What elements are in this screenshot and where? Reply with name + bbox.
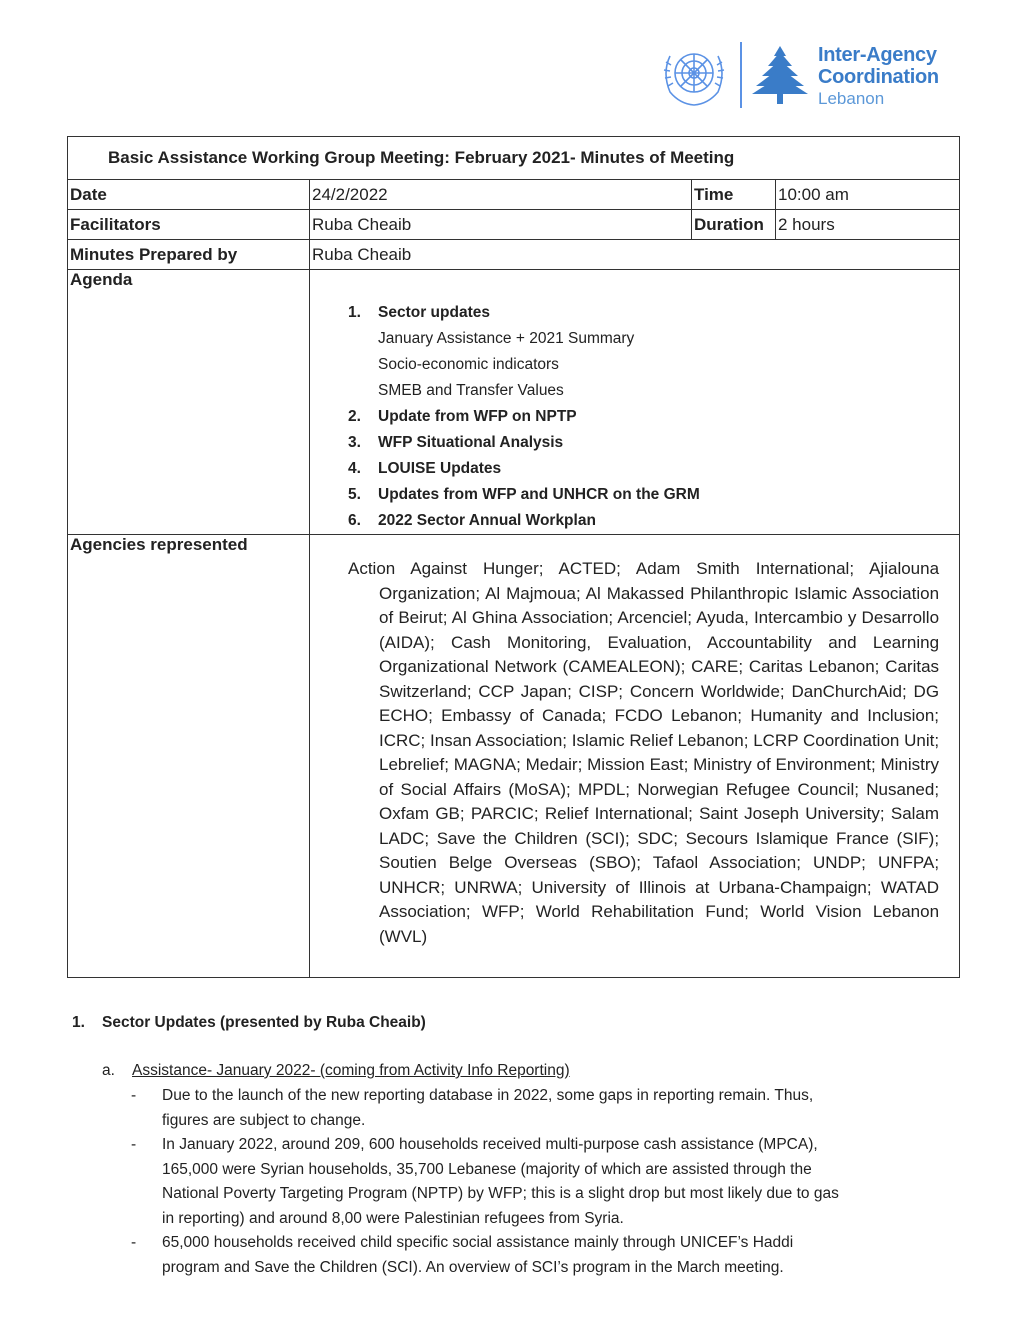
logo-line-1: Inter-Agency	[818, 44, 937, 66]
agencies-cell	[310, 535, 960, 978]
agenda-item: 2. Update from WFP on NPTP	[348, 408, 577, 425]
date-label: Date	[68, 180, 310, 210]
time-value: 10:00 am	[776, 180, 960, 210]
header-logo	[656, 40, 956, 112]
section-number: 1.	[72, 1014, 85, 1031]
time-label: Time	[692, 180, 776, 210]
facilitators-value: Ruba Cheaib	[310, 210, 692, 240]
agenda-item: 3. WFP Situational Analysis	[348, 434, 564, 451]
facilitators-label: Facilitators	[68, 210, 310, 240]
duration-label: Duration	[692, 210, 776, 240]
agenda-cell	[310, 270, 960, 535]
agenda-subitem: Socio-economic indicators	[378, 356, 559, 373]
bullet-list	[131, 1084, 851, 1280]
un-emblem-icon	[656, 42, 732, 108]
agencies-list: Action Against Hunger; ACTED; Adam Smith International; Ajialouna Organization; Al Majmoua; Al Makassed Philanthropic Islamic Association of Beirut; Al Ghina Association; Arcenciel; Ayuda, Intercambio y Desarrollo (AIDA); Cash Monitoring, Evaluation, Accountability and Learning Organizational Network (CAMEALEON); CARE; Caritas Lebanon; Caritas Switzerland; CCP Japan; CISP; Concern Worldwide; DanChurchAid; DG ECHO; Embassy of Canada; FCDO Lebanon; Humanity and Inclusion; ICRC; Insan Association; Islamic Relief Lebanon; LCRP Coordination Unit; Lebrelief; MAGNA; Medair; Mission East; Ministry of Environment; Ministry of Social Affairs (MoSA); MPDL; Norwegian Refugee Council; Nusaned; Oxfam GB; PARCIC; Relief International; Saint Joseph University; Salam LADC; Save the Children (SCI); SDC; Secours Islamique France (SIF); Soutien Belge Overseas (SBO); Tafaol Association; UNDP; UNFPA; UNHCR; UNRWA; University of Illinois at Urbana-Champaign; WATAD Association; WFP; World Rehabilitation Fund; World Vision Lebanon (WVL)	[348, 559, 940, 946]
prepared-value: Ruba Cheaib	[310, 240, 960, 270]
cedar-tree-icon	[750, 44, 810, 106]
table-row-agenda	[68, 270, 960, 535]
subsection-number: a.	[102, 1062, 115, 1079]
agenda-item: 6. 2022 Sector Annual Workplan	[348, 512, 596, 529]
table-row-prepared	[68, 240, 960, 270]
agenda-label: Agenda	[68, 270, 310, 535]
agenda-item: 4. LOUISE Updates	[348, 460, 502, 477]
subsection-heading	[102, 1062, 570, 1080]
agenda-item: 1. Sector updates	[348, 304, 490, 321]
table-row-agencies	[68, 535, 960, 978]
meeting-info-table	[67, 136, 960, 978]
list-item: - Due to the launch of the new reporting database in 2022, some gaps in reporting remain. Thus, figures are subject to change.	[131, 1087, 814, 1129]
subsection-title: Assistance- January 2022- (coming from Activity Info Reporting)	[132, 1062, 570, 1079]
agenda-list	[312, 300, 957, 534]
logo-wordmark	[818, 44, 939, 110]
agenda-item: 5. Updates from WFP and UNHCR on the GRM	[348, 486, 700, 503]
date-value: 24/2/2022	[310, 180, 692, 210]
agenda-subitem: SMEB and Transfer Values	[378, 382, 564, 399]
table-row-date	[68, 180, 960, 210]
duration-value: 2 hours	[776, 210, 960, 240]
table-row-facilitators	[68, 210, 960, 240]
section-title: Sector Updates (presented by Ruba Cheaib)	[102, 1014, 426, 1031]
list-item: - 65,000 households received child specific social assistance mainly through UNICEF’s Haddi program and Save the Children (SCI). An overview of SCI’s program in the March meeting.	[131, 1234, 794, 1276]
agencies-label: Agencies represented	[68, 535, 310, 978]
list-item: - In January 2022, around 209, 600 households received multi-purpose cash assistance (MPCA), 165,000 were Syrian households, 35,700 Lebanese (majority of which are assisted through the National Poverty Targeting Program (NPTP) by WFP; this is a slight drop but most likely due to gas in reporting) and around 8,00 were Palestinian refugees from Syria.	[131, 1136, 839, 1227]
prepared-label: Minutes Prepared by	[68, 240, 310, 270]
section-heading	[72, 1014, 426, 1032]
meeting-title: Basic Assistance Working Group Meeting: February 2021- Minutes of Meeting	[68, 137, 960, 180]
logo-line-2: Coordination	[818, 66, 939, 88]
logo-line-3: Lebanon	[818, 89, 885, 108]
agenda-subitem: January Assistance + 2021 Summary	[378, 330, 635, 347]
logo-divider	[740, 42, 742, 108]
